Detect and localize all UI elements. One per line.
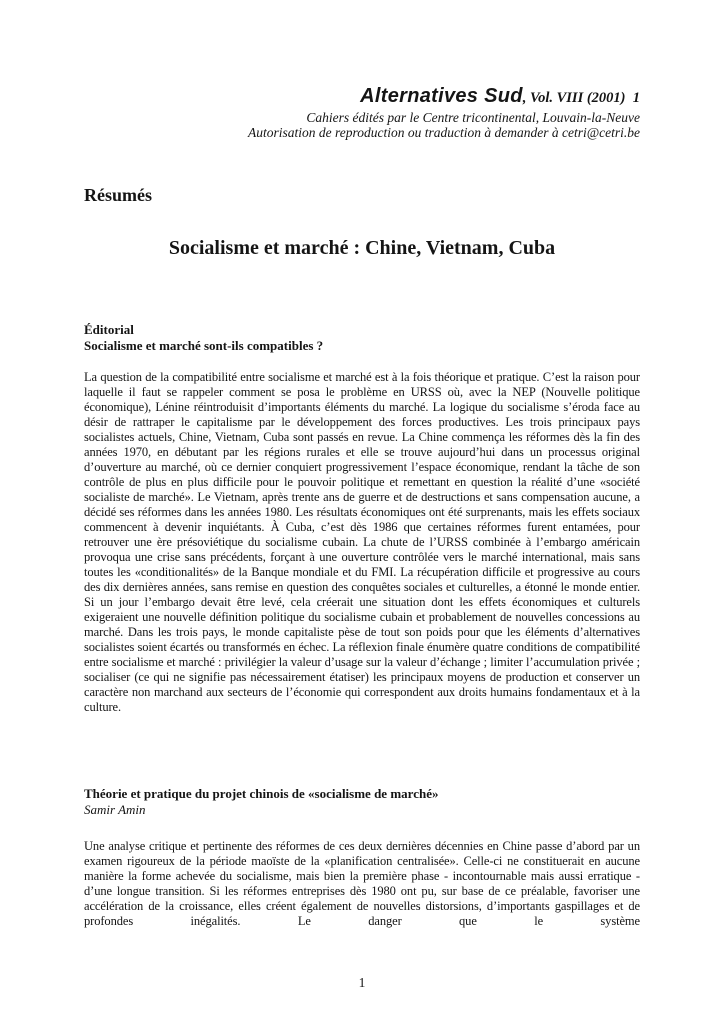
article-section <box>84 786 640 929</box>
resumes-heading: Résumés <box>84 185 152 205</box>
article-title: Théorie et pratique du projet chinois de «socialisme de marché» <box>84 786 439 801</box>
editorial-label: Éditorial <box>84 322 134 337</box>
permission-line: Autorisation de reproduction ou traduction à demander à cetri@cetri.be <box>248 125 640 140</box>
editorial-body: La question de la compatibilité entre socialisme et marché est à la fois théorique et pratique. C’est la raison pour laquelle il faut se rappeler comment se posa le problème en URSS où, avec la NEP (Nouvelle politique économique), Lénine réintroduisit d’importants éléments du marché. La logique du socialisme s’éroda face au désir de rattraper le capitalisme par le développement des forces productives. Les trois principaux pays socialistes actuels, Chine, Vietnam, Cuba sont passés en revue. La Chine commença les réformes dès la fin des années 1970, en débutant par les régions rurales et elle se trouve aujourd’hui dans un processus original d’ouverture au marché, où ce dernier conquiert progressivement l’espace économique, rendant la tâche de son contrôle de plus en plus difficile pour le pouvoir politique et remettant en question la réalité d’une «société socialiste de marché». Le Vietnam, après trente ans de guerre et de destructions et sans compensation aucune, a décidé ses réformes dans les années 1980. Les résultats économiques ont été surprenants, mais les effets sociaux commencent à devenir inquiétants. À Cuba, c’est dès 1986 que certaines réformes furent entamées, pour retrouver une ère présoviétique du socialisme cubain. La chute de l’URSS combinée à l’embargo américain provoqua une crise sans précédents, forçant à une ouverture contrôlée vers le marché international, mais sans toutes les «conditionalités» de la Banque mondiale et du FMI. La récupération difficile et progressive au cours des dix dernières années, sans remise en question des conquêtes sociales et culturelles, a étonné le monde entier. Si un jour l’embargo devait être levé, cela créerait une situation dont les effets économiques et culturels exigeraient une nouvelle définition politique du socialisme cubain et probablement de nouvelles concessions au marché. Dans les trois pays, le monde capitaliste pèse de tout son poids pour que les éléments d’alternatives socialistes soient écartés ou transformés en échec. La réflexion finale énumère quatre conditions de compatibilité entre socialisme et marché : privilégier la valeur d’usage sur la valeur d’échange ; limiter l’accumulation privée ; socialiser (ce qui ne signifie pas nécessairement étatiser) les principaux moyens de production et conserver un caractère non marchand aux secteurs de l’économie qui correspondent aux droits humains fondamentaux et à la culture. <box>84 370 640 714</box>
journal-title-line <box>84 85 640 110</box>
publisher-line: Cahiers édités par le Centre tricontinental, Louvain-la-Neuve <box>306 110 640 125</box>
editorial-subtitle: Socialisme et marché sont-ils compatibles ? <box>84 338 324 353</box>
editorial-section <box>84 322 640 715</box>
article-author: Samir Amin <box>84 802 146 817</box>
page-number: 1 <box>358 975 366 990</box>
document-title: Socialisme et marché : Chine, Vietnam, Cuba <box>168 237 556 259</box>
journal-volume: , Vol. VIII (2001) 1 <box>522 90 640 106</box>
article-body: Une analyse critique et pertinente des réformes de ces deux dernières décennies en Chine passe d’abord par un examen rigoureux de la période maoïste de la «planification centralisée». Celle-ci ne constituerait en aucune manière la forme achevée du socialisme, mais bien la première phase - incontournable mais aussi erratique - d’une longue transition. Si les réformes entreprises dès 1980 ont pu, sur base de ce préalable, favoriser une accélération de la croissance, elles créent également de nouvelles distorsions, d’importants gaspillages et de profondes inégalités. Le danger que le système <box>84 839 640 928</box>
journal-header <box>84 85 640 140</box>
journal-name: Alternatives Sud <box>360 85 523 107</box>
